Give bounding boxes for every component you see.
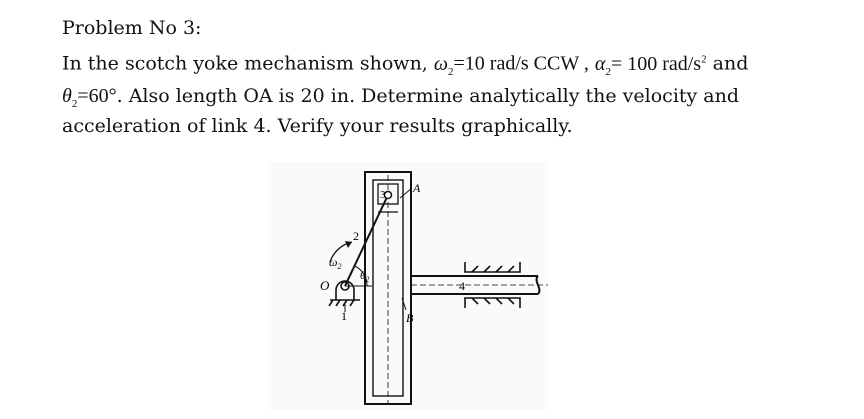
pin-A [385,192,392,199]
label-theta: $\theta_2$ [360,270,370,284]
omega-value: =10 rad/s CCW , [453,52,589,75]
label-B: B [406,311,414,325]
intro-text: In the scotch yoke mechanism shown, [62,52,428,75]
label-A: A [413,181,421,195]
alpha-symbol: $\alpha_2$ [594,52,611,78]
label-2: 2 [353,229,359,243]
figure-background [268,162,548,410]
label-omega: $\omega_2$ [329,255,342,271]
theta-value: =60° [77,85,117,107]
and-text: and [712,52,749,75]
alpha-value: = 100 rad/$s^2$ [610,52,707,75]
angle-line-text: . Also length OA is 20 in. Determine analytically the velocity and [116,85,740,107]
problem-line-task: acceleration of link 4. Verify your results graphically. [62,115,573,137]
label-O: O [320,278,330,293]
problem-title: Problem No 3: [62,17,202,39]
label-4: 4 [459,279,465,293]
theta-symbol: $\theta_2$ [62,85,78,110]
label-3: 3 [380,189,386,201]
omega-symbol: $\omega_2$ [433,52,454,78]
label-1: 1 [341,309,347,323]
